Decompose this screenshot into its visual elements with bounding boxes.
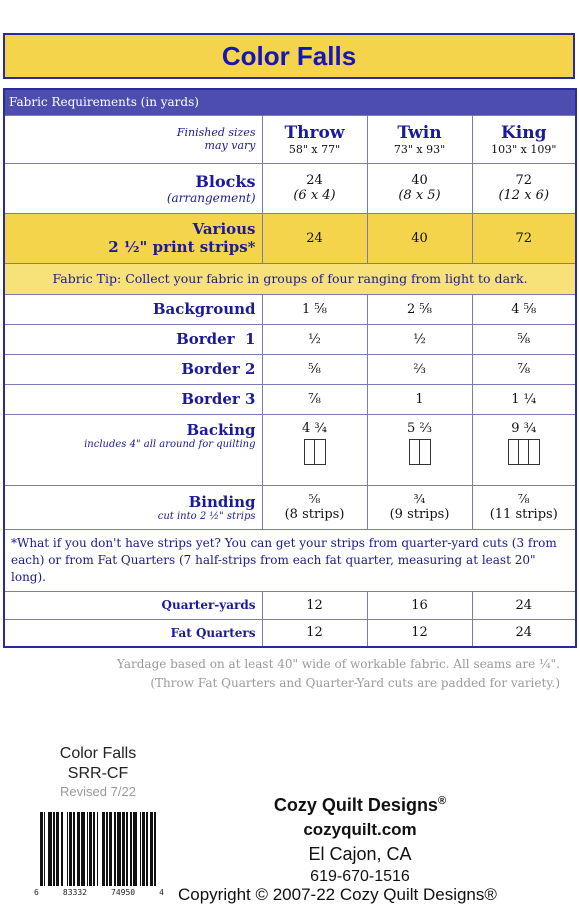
quarter-yards-label: Quarter-yards (4, 591, 262, 619)
binding-strips: (9 strips) (389, 507, 450, 522)
company-name (180, 788, 540, 818)
backing-panel-icon (409, 439, 431, 465)
blocks-label-text: Blocks (195, 171, 256, 191)
pattern-code: SRR-CF (67, 765, 129, 782)
size-name: Throw (284, 122, 345, 143)
title-banner (3, 33, 575, 79)
table-header: Fabric Requirements (in yards) (4, 89, 576, 115)
barcode-digit: 4 (159, 888, 164, 897)
backing-value: 4 ¾ (301, 420, 327, 436)
size-name: Twin (397, 122, 442, 143)
blocks-twin (367, 163, 472, 213)
strips-king: 72 (472, 213, 576, 263)
binding-value: ¾ (413, 492, 426, 506)
yardage-line-1: Yardage based on at least 40" wide of workable fabric. All seams are ¼". (116, 657, 560, 671)
backing-panel-icon (304, 439, 326, 465)
block-count: 40 (411, 173, 428, 188)
backing-value: 9 ¾ (511, 420, 537, 436)
yardage-line-2: (Throw Fat Quarters and Quarter-Yard cuts are padded for variety.) (150, 676, 560, 690)
binding-strips: (11 strips) (489, 507, 558, 522)
backing-label (4, 414, 262, 485)
backing-panel-icon (508, 439, 540, 465)
company-phone: 619-670-1516 (310, 868, 410, 885)
company-city: El Cajon, CA (308, 844, 412, 864)
yardage-note (117, 655, 560, 693)
finished-sizes-label (4, 115, 262, 163)
note-row (4, 529, 576, 591)
copyright: Copyright © 2007-22 Cozy Quilt Designs® (178, 885, 497, 904)
row-value: ⅝ (262, 354, 367, 384)
binding-label (4, 485, 262, 529)
row-value: ½ (367, 324, 472, 354)
barcode-digit: 83332 (62, 888, 87, 897)
binding-row (4, 485, 576, 529)
company-name-text: Cozy Quilt Designs (273, 795, 438, 815)
backing-twin (367, 414, 472, 485)
barcode-bars (40, 812, 160, 886)
pattern-name: Color Falls (59, 745, 137, 762)
border3-row (4, 384, 576, 414)
block-arrangement: (8 x 5) (398, 188, 441, 203)
fat-quarters-row (4, 619, 576, 647)
pattern-info (48, 744, 148, 799)
block-count: 24 (306, 173, 323, 188)
binding-label-text: Binding (188, 492, 256, 511)
tip-row (4, 263, 576, 294)
binding-value: ⅞ (517, 492, 530, 506)
size-name: King (501, 122, 547, 143)
border1-row (4, 324, 576, 354)
row-value: 24 (472, 591, 576, 619)
company-info (180, 788, 540, 888)
size-dims: 73" x 93" (393, 142, 446, 156)
backing-king (472, 414, 576, 485)
row-value: 2 ⅝ (367, 294, 472, 324)
backing-value: 5 ⅔ (406, 420, 432, 436)
fabric-requirements-table (3, 88, 577, 648)
strips-label-line1: Various (192, 220, 256, 238)
strips-label-line2: 2 ½" print strips* (108, 238, 256, 256)
binding-king (472, 485, 576, 529)
binding-throw (262, 485, 367, 529)
binding-sub: cut into 2 ½" strips (157, 510, 256, 522)
size-king (472, 115, 576, 163)
registered-mark: ® (437, 795, 447, 807)
row-value: ⅝ (472, 324, 576, 354)
quarter-yards-row (4, 591, 576, 619)
background-row (4, 294, 576, 324)
row-label: Border 2 (4, 354, 262, 384)
strips-label (4, 213, 262, 263)
border2-row (4, 354, 576, 384)
size-dims: 58" x 77" (288, 142, 341, 156)
binding-twin (367, 485, 472, 529)
backing-throw (262, 414, 367, 485)
row-value: 4 ⅝ (472, 294, 576, 324)
block-arrangement: (12 x 6) (498, 188, 550, 203)
barcode-stripe (156, 812, 160, 886)
row-value: ⅔ (367, 354, 472, 384)
finished-sub: may vary (204, 139, 256, 152)
revised-date: Revised 7/22 (60, 784, 136, 799)
sizes-row (4, 115, 576, 163)
blocks-row (4, 163, 576, 213)
row-value: 1 ¼ (472, 384, 576, 414)
table-header-row (4, 89, 576, 115)
strips-throw: 24 (262, 213, 367, 263)
block-count: 72 (515, 173, 533, 188)
row-label: Background (4, 294, 262, 324)
backing-row (4, 414, 576, 485)
row-value: 1 ⅝ (262, 294, 367, 324)
size-twin (367, 115, 472, 163)
row-value: 1 (367, 384, 472, 414)
row-value: ⅞ (262, 384, 367, 414)
binding-strips: (8 strips) (284, 507, 345, 522)
barcode-digit: 6 (34, 888, 39, 897)
barcode-digit: 74950 (111, 888, 136, 897)
strips-twin: 40 (367, 213, 472, 263)
row-value: 12 (262, 619, 367, 647)
fabric-tip: Fabric Tip: Collect your fabric in groups of four ranging from light to dark. (4, 263, 576, 294)
blocks-king (472, 163, 576, 213)
row-value: ½ (262, 324, 367, 354)
finished-label: Finished sizes (176, 126, 256, 139)
row-value: 12 (262, 591, 367, 619)
backing-label-text: Backing (186, 420, 256, 439)
row-value: 16 (367, 591, 472, 619)
fat-quarters-label: Fat Quarters (4, 619, 262, 647)
barcode (34, 808, 164, 904)
row-label: Border 1 (4, 324, 262, 354)
binding-value: ⅝ (308, 492, 321, 506)
row-value: 24 (472, 619, 576, 647)
strips-note: *What if you don't have strips yet? You can get your strips from quarter-yard cuts (3 from each) or from Fat Quarters (7 half-strips from each fat quarter, measuring at least 20" long). (4, 529, 576, 591)
size-throw (262, 115, 367, 163)
blocks-label (4, 163, 262, 213)
row-value: ⅞ (472, 354, 576, 384)
block-arrangement: (6 x 4) (293, 188, 336, 203)
company-website[interactable]: cozyquilt.com (303, 820, 417, 839)
backing-sub: includes 4" all around for quilting (84, 438, 256, 450)
size-dims: 103" x 109" (491, 142, 557, 156)
row-label: Border 3 (4, 384, 262, 414)
blocks-sub: (arrangement) (166, 190, 256, 205)
strips-row (4, 213, 576, 263)
pattern-title: Color Falls (221, 40, 357, 71)
blocks-throw (262, 163, 367, 213)
barcode-digits (34, 888, 164, 897)
row-value: 12 (367, 619, 472, 647)
